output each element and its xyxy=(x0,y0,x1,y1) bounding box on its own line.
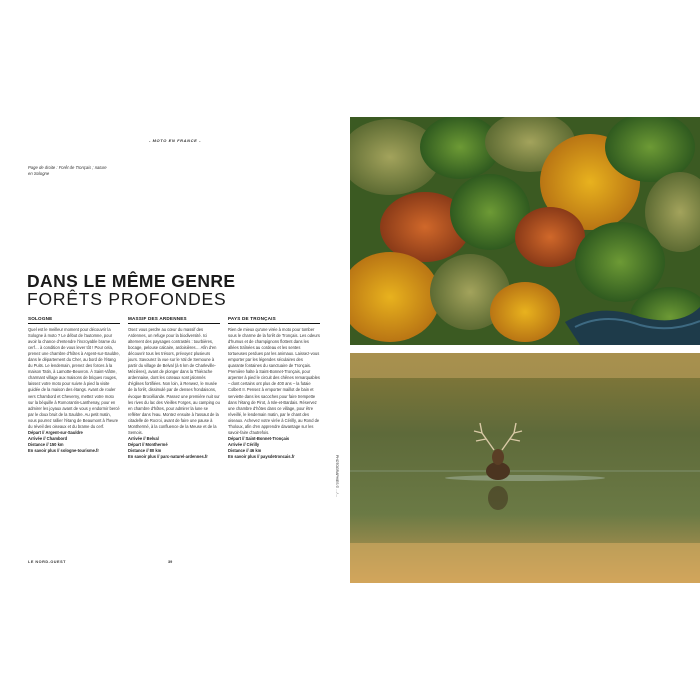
subheadline: FORÊTS PROFONDES xyxy=(27,289,227,309)
photo-credit xyxy=(333,455,341,550)
fact-label: Départ // xyxy=(28,430,45,436)
fact-value: 46 km xyxy=(249,448,262,454)
column-title: PAYS DE TRONÇAIS xyxy=(228,316,320,324)
fact-value: Belval xyxy=(146,436,159,442)
running-footer: LE NORD-OUEST xyxy=(28,560,66,564)
fact-value: Argent-sur-Sauldre xyxy=(45,430,83,436)
fact-label: Arrivée // xyxy=(228,442,246,448)
fact-label: Arrivée // xyxy=(128,436,146,442)
column-body: Quel est le meilleur moment pour découvrir la Sologne à moto ? Le début de l'automne, pour avoir la chance d'entendre l'incroyable brame du cerf… à condition de vous lever tôt ! Pour cela, prenez une chambre d'hôtes à Argent-sur-Sauldre, dans le département du Cher, au bord de l'étang du Puits. Le lendemain, prenez des forces à la maison Tatin, à Lamotte-Beuvron. À Saint-Viâtre, charmant village aux maisons de briques rouges, laissez votre moto pour suivre à pied la visite guidée de la maison des étangs. Avant de rouler vers Chambord et Cheverny, mettez votre moto sur la béquille à Romorantin-Lanthenay, pour en admirer les joyaux avant de vous y endormir bercé par le doux bruit de la Sauldre. Au petit matin, vous pourrez rallier l'étang de Beaumont à l'heure du réveil des oiseaux et du brame du cerf. xyxy=(28,326,120,429)
stag-in-lake-photo xyxy=(350,353,700,583)
fact-value: 80 km xyxy=(149,448,162,454)
fact-label: En savoir plus // xyxy=(128,454,160,460)
fact-link[interactable]: sologne-tourisme.fr xyxy=(60,448,99,454)
route-facts xyxy=(228,436,320,460)
section-tag: - MOTO EN FRANCE - xyxy=(148,138,202,143)
autumn-forest-image xyxy=(350,117,700,345)
fact-row xyxy=(128,454,220,460)
column-title: MASSIF DES ARDENNES xyxy=(128,316,220,324)
fact-label: Distance // xyxy=(228,448,249,454)
fact-label: Départ // xyxy=(128,442,145,448)
fact-row xyxy=(28,448,120,454)
fact-label: Distance // xyxy=(28,442,49,448)
fact-label: Départ // xyxy=(228,436,245,442)
headline: DANS LE MÊME GENRE xyxy=(27,271,236,291)
autumn-forest-photo xyxy=(350,117,700,345)
column-sologne xyxy=(28,316,120,454)
route-facts xyxy=(128,436,220,460)
fact-label: Distance // xyxy=(128,448,149,454)
column-body: Rien de mieux qu'une virée à moto pour tomber sous le charme de la forêt de Tronçais. Les odeurs d'humus et de champignons flottent dans les allées traînées au cordeau et les sentes tortueuses perdues par les animaux. Laissez-vous emporter par les légendes séculaires des quarante fontaines du sanctuaire de Tronçais. Première halte à Saint-Bonnet-Tronçais, pour arpenter à pied le circuit des chênes remarquables – dont certains ont plus de 400 ans – la futaie Colbert II. Pensez à emporter maillot de bain et serviette dans les sacoches pour faire trempette dans l'étang de Pirot, à Isle-et-Bardais. Réservez une chambre d'hôtes dans ce village, pour être réveillé, le lendemain matin, par le chant des oiseaux. Achevez votre virée à Cérilly, au Rond de Tholoux, afin d'en apprendre davantage sur les savoir-faire d'autrefois. xyxy=(228,326,320,436)
fact-row xyxy=(228,454,320,460)
fact-value: Chambord xyxy=(46,436,68,442)
route-facts xyxy=(28,430,120,454)
fact-value: Cérilly xyxy=(246,442,260,448)
column-troncais xyxy=(228,316,320,461)
column-ardennes xyxy=(128,316,220,461)
fact-value: 150 km xyxy=(49,442,64,448)
column-body: Osez vous perdre au cœur du massif des Ardennes, un refuge pour la biodiversité. Ici alternent des paysages contrastés : tourbières, bocage, pelouse calcaire, ardoisières… Afin d'en découvrir tous les trésors, prévoyez plusieurs jours. Savourez la vue sur le Val de Semoune à partir du village de Belval (à 6 km de Charleville-Mézières), avant de plonger dans la Thiérache ardennaise, dont les coteaux sont jalonnés d'églises fortifiées. Non loin, à Renwez, le musée de la forêt, dissimulé par de denses frondaisons, évoque Brocéliande. Passez une première nuit sur les rives du lac des Vieilles Forges, au camping ou en chambre d'hôtes, pour admirer la lune se refléter dans l'eau. Montez ensuite à l'assaut de la citadelle de Rocroi, avant de faire une pause à Monthermé, à la confluence de la Meuse et de la Semois. xyxy=(128,326,220,436)
page-number: 39 xyxy=(168,560,173,564)
fact-label: Arrivée // xyxy=(28,436,46,442)
fact-label: En savoir plus // xyxy=(228,454,260,460)
fact-value: Saint-Bonnet-Tronçais xyxy=(245,436,290,442)
column-title: SOLOGNE xyxy=(28,316,120,324)
fact-link[interactable]: paysdetroncais.fr xyxy=(260,454,295,460)
stag-in-lake-image xyxy=(350,353,700,583)
photo-caption: Page de droite : Forêt de Tronçais ; nature en Sologne xyxy=(28,165,107,176)
fact-value: Monthermé xyxy=(145,442,168,448)
fact-label: En savoir plus // xyxy=(28,448,60,454)
fact-link[interactable]: parc-naturel-ardennes.fr xyxy=(160,454,208,460)
photo-credit-text: PHOTOGRAPHIES © ... / ... xyxy=(335,455,339,498)
